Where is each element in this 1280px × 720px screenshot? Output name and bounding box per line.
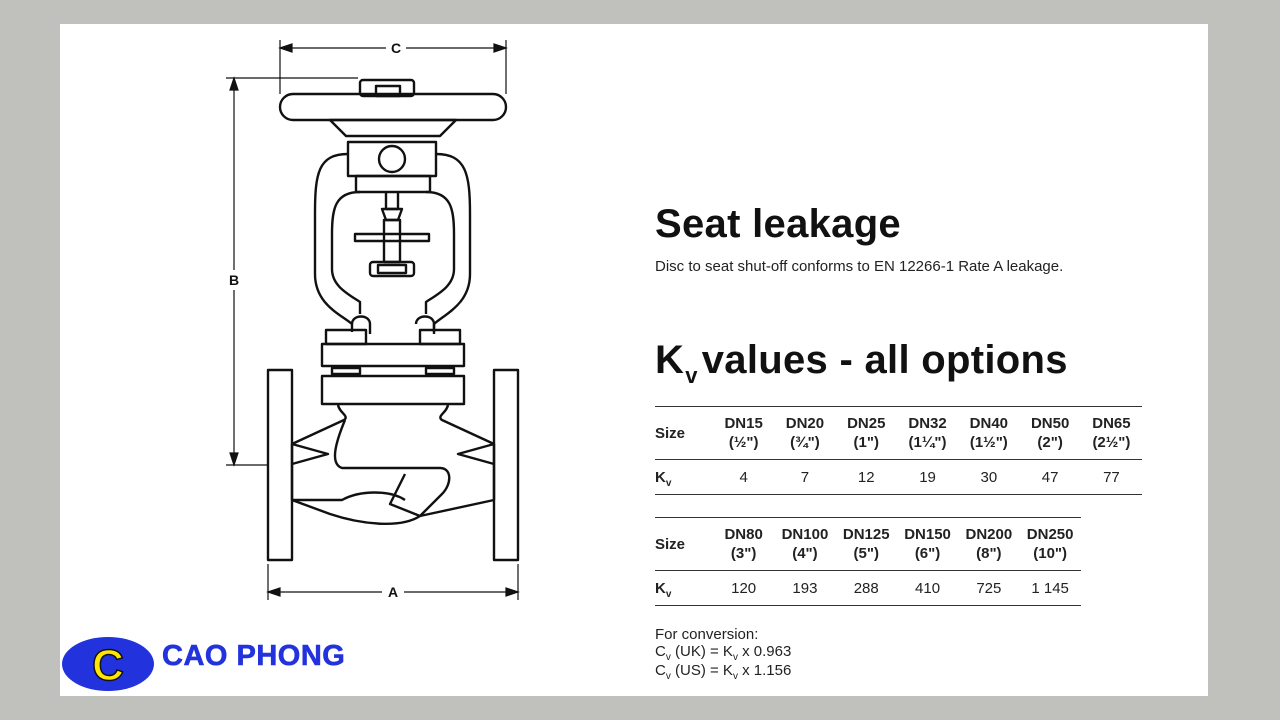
conversion-heading: For conversion:	[655, 626, 759, 643]
kv-table-2	[655, 517, 1081, 606]
datasheet-page	[60, 24, 1208, 696]
kv-cell: 47	[1019, 460, 1080, 495]
kv-cell: 193	[774, 571, 835, 606]
outlet-flange	[494, 370, 518, 560]
kv-cell: 4	[713, 460, 774, 495]
size-cell: DN25 (1")	[836, 407, 897, 460]
size-cell: DN200 (8")	[958, 518, 1019, 571]
kv-label: $K_v$	[655, 460, 713, 495]
dimension-a-label: A	[387, 584, 399, 600]
size-cell: DN50 (2")	[1019, 407, 1080, 460]
size-label: Size	[655, 407, 713, 460]
dimension-b-label: B	[228, 272, 240, 288]
kv-table-1	[655, 406, 1142, 495]
kv-cell: 410	[897, 571, 958, 606]
inlet-flange	[268, 370, 292, 560]
size-cell: DN125 (5")	[836, 518, 897, 571]
kv-cell: 1 145	[1019, 571, 1080, 606]
kv-cell: 288	[836, 571, 897, 606]
table-row	[655, 518, 1081, 571]
conversion-us: $C_v$ $(US) = K_v$ x 1.156	[655, 662, 792, 682]
kv-title	[655, 338, 1068, 388]
table-row	[655, 407, 1142, 460]
kv-cell: 19	[897, 460, 958, 495]
kv-title-rest: values - all options	[701, 338, 1068, 382]
dimension-c-label: C	[390, 40, 402, 56]
kv-cell: 77	[1081, 460, 1142, 495]
kv-cell: 12	[836, 460, 897, 495]
kv-title-sub: v	[685, 363, 698, 388]
logo-name: CAO PHONG	[162, 640, 346, 672]
kv-title-main: K	[655, 338, 685, 382]
size-cell: DN20 (¾")	[774, 407, 835, 460]
valve-drawing	[60, 24, 580, 624]
size-cell: DN40 (1½")	[958, 407, 1019, 460]
size-cell: DN32 (1¼")	[897, 407, 958, 460]
size-cell: DN100 (4")	[774, 518, 835, 571]
table-row	[655, 460, 1142, 495]
table-row	[655, 571, 1081, 606]
conversion-uk: $C_v$ $(UK) = K_v$ x 0.963	[655, 643, 792, 663]
handwheel	[280, 94, 506, 120]
size-cell: DN80 (3")	[713, 518, 774, 571]
size-cell: DN15 (½")	[713, 407, 774, 460]
seat-leakage-description: Disc to seat shut-off conforms to EN 12266-1 Rate A leakage.	[655, 258, 1064, 275]
logo-mark: C	[92, 641, 124, 690]
size-cell: DN150 (6")	[897, 518, 958, 571]
kv-cell: 7	[774, 460, 835, 495]
seat-leakage-title: Seat leakage	[655, 202, 901, 246]
size-cell: DN250 (10")	[1019, 518, 1080, 571]
kv-cell: 30	[958, 460, 1019, 495]
size-cell: DN65 (2½")	[1081, 407, 1142, 460]
kv-cell: 725	[958, 571, 1019, 606]
conversion-block	[655, 626, 791, 681]
kv-label: $K_v$	[655, 571, 713, 606]
size-label: Size	[655, 518, 713, 571]
kv-cell: 120	[713, 571, 774, 606]
